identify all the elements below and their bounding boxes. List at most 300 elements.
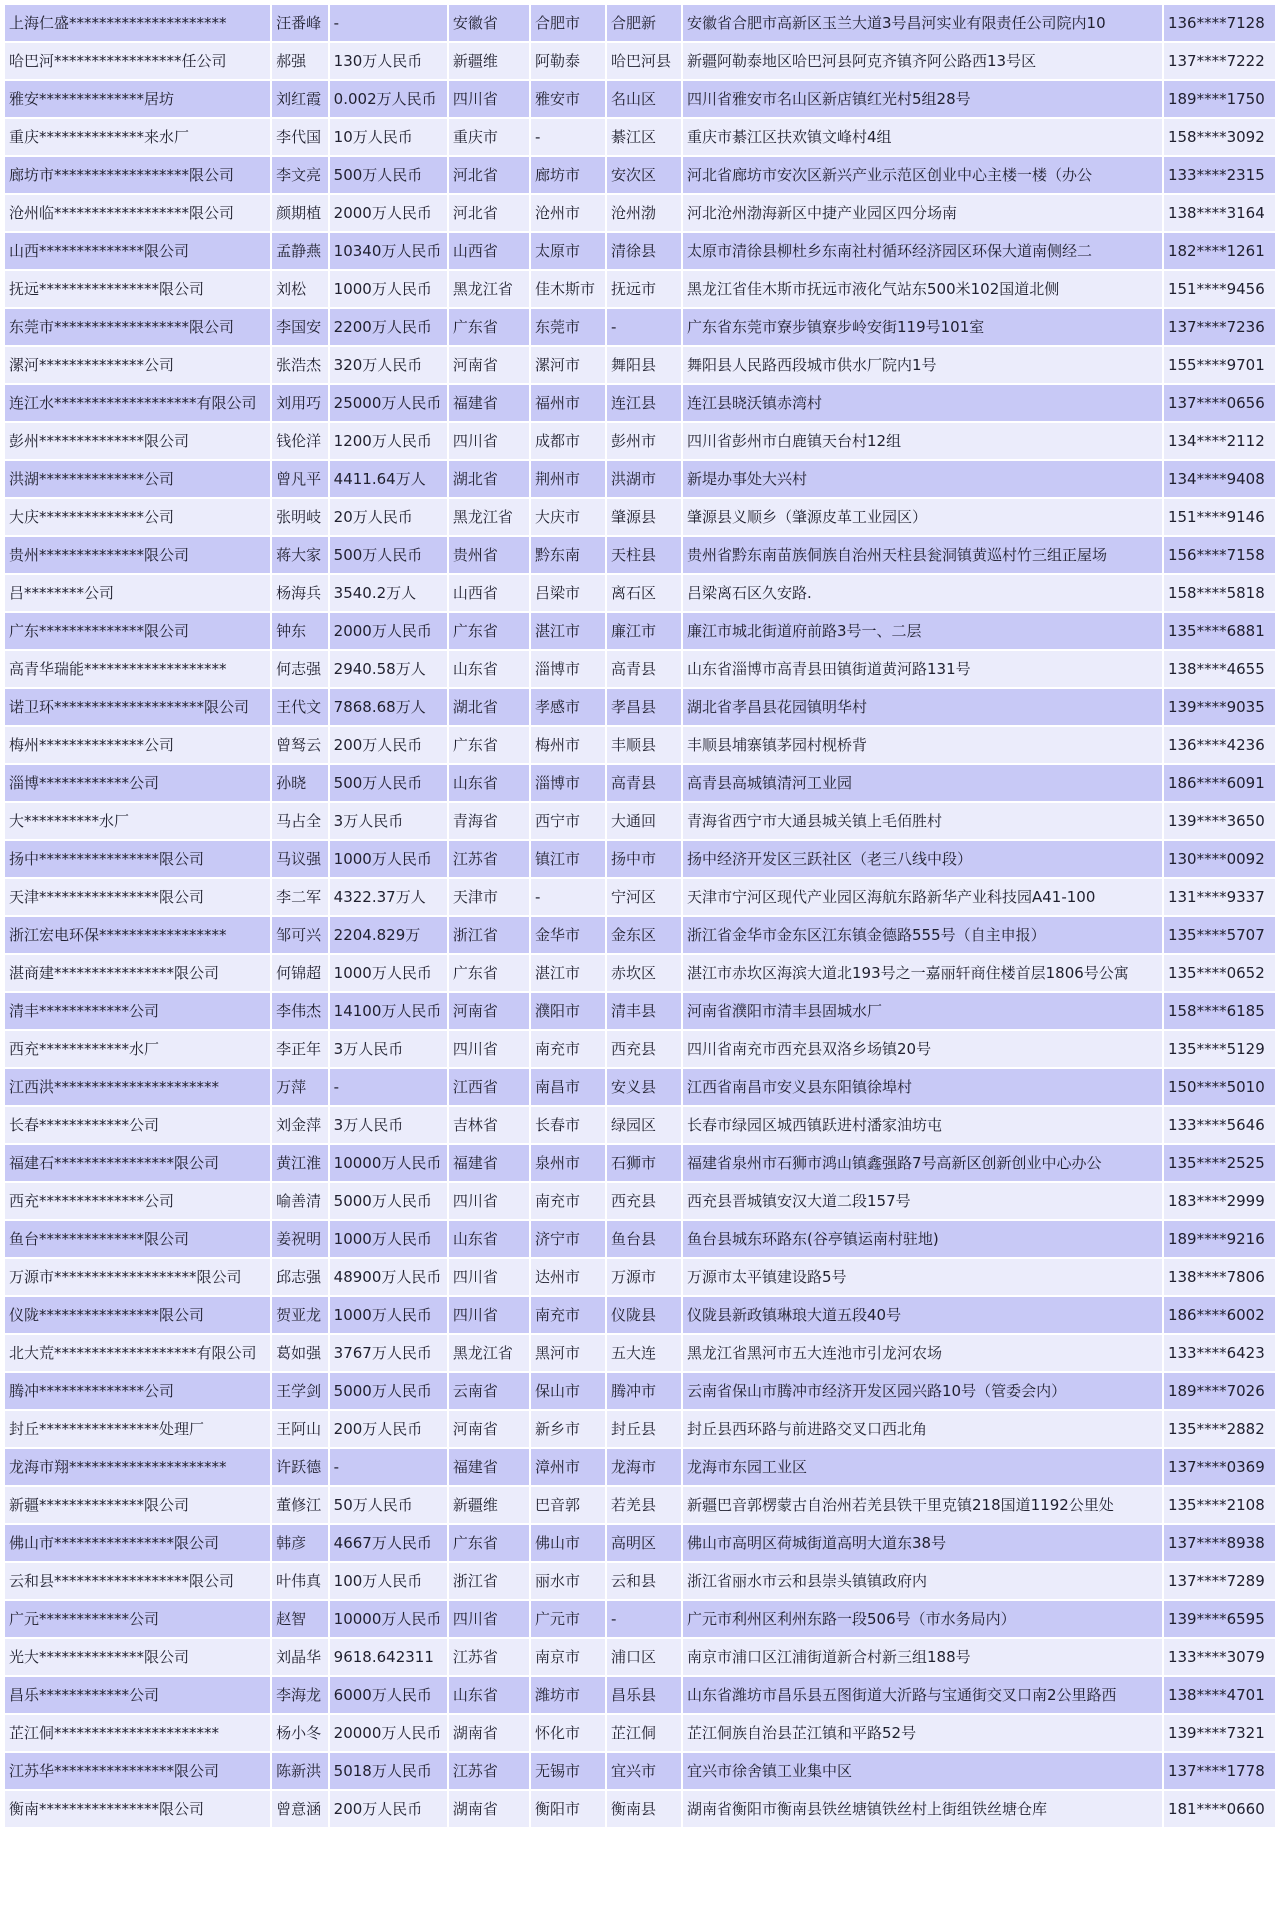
province-cell: 四川省: [449, 1297, 529, 1333]
address-cell: 廉江市城北街道府前路3号一、二层: [683, 613, 1162, 649]
phone-cell: 134****2112: [1164, 423, 1275, 459]
capital-cell: 0.002万人民币: [330, 81, 447, 117]
table-row: [5, 993, 1275, 1029]
address-cell: 浙江省丽水市云和县崇头镇镇政府内: [683, 1563, 1162, 1599]
company-cell: 衡南****************限公司: [5, 1791, 270, 1827]
phone-cell: 138****3164: [1164, 195, 1275, 231]
capital-cell: 4667万人民币: [330, 1525, 447, 1561]
city-cell: 无锡市: [531, 1753, 605, 1789]
province-cell: 河南省: [449, 347, 529, 383]
address-cell: 四川省彭州市白鹿镇天台村12组: [683, 423, 1162, 459]
province-cell: 河北省: [449, 157, 529, 193]
person-cell: 孟静燕: [272, 233, 328, 269]
city-cell: 保山市: [531, 1373, 605, 1409]
province-cell: 四川省: [449, 1183, 529, 1219]
city-cell: 大庆市: [531, 499, 605, 535]
phone-cell: 137****1778: [1164, 1753, 1275, 1789]
province-cell: 黑龙江省: [449, 499, 529, 535]
district-cell: 扬中市: [607, 841, 681, 877]
phone-cell: 186****6002: [1164, 1297, 1275, 1333]
person-cell: 李代国: [272, 119, 328, 155]
person-cell: 曾凡平: [272, 461, 328, 497]
phone-cell: 135****5707: [1164, 917, 1275, 953]
phone-cell: 139****6595: [1164, 1601, 1275, 1637]
person-cell: 张浩杰: [272, 347, 328, 383]
province-cell: 福建省: [449, 1449, 529, 1485]
person-cell: 马占全: [272, 803, 328, 839]
capital-cell: 10000万人民币: [330, 1145, 447, 1181]
capital-cell: 4411.64万人: [330, 461, 447, 497]
company-cell: 吕********公司: [5, 575, 270, 611]
district-cell: 石狮市: [607, 1145, 681, 1181]
district-cell: 清徐县: [607, 233, 681, 269]
phone-cell: 158****6185: [1164, 993, 1275, 1029]
person-cell: 李国安: [272, 309, 328, 345]
city-cell: 佳木斯市: [531, 271, 605, 307]
phone-cell: 183****2999: [1164, 1183, 1275, 1219]
province-cell: 四川省: [449, 423, 529, 459]
company-cell: 山西**************限公司: [5, 233, 270, 269]
table-row: [5, 119, 1275, 155]
district-cell: 西充县: [607, 1031, 681, 1067]
phone-cell: 151****9146: [1164, 499, 1275, 535]
person-cell: 黄江淮: [272, 1145, 328, 1181]
person-cell: 刘金萍: [272, 1107, 328, 1143]
capital-cell: 3767万人民币: [330, 1335, 447, 1371]
person-cell: 郝强: [272, 43, 328, 79]
district-cell: 安次区: [607, 157, 681, 193]
province-cell: 山东省: [449, 651, 529, 687]
capital-cell: 14100万人民币: [330, 993, 447, 1029]
capital-cell: 2200万人民币: [330, 309, 447, 345]
table-row: [5, 537, 1275, 573]
table-row: [5, 43, 1275, 79]
company-cell: 梅州**************公司: [5, 727, 270, 763]
city-cell: 东莞市: [531, 309, 605, 345]
phone-cell: 135****6881: [1164, 613, 1275, 649]
capital-cell: 2204.829万: [330, 917, 447, 953]
table-row: [5, 385, 1275, 421]
city-cell: 淄博市: [531, 765, 605, 801]
province-cell: 四川省: [449, 1601, 529, 1637]
province-cell: 新疆维: [449, 43, 529, 79]
district-cell: 衡南县: [607, 1791, 681, 1827]
phone-cell: 189****7026: [1164, 1373, 1275, 1409]
phone-cell: 138****4655: [1164, 651, 1275, 687]
table-body: [5, 5, 1275, 1827]
district-cell: 宁河区: [607, 879, 681, 915]
company-cell: 洪湖**************公司: [5, 461, 270, 497]
phone-cell: 134****9408: [1164, 461, 1275, 497]
person-cell: 杨小冬: [272, 1715, 328, 1751]
capital-cell: 130万人民币: [330, 43, 447, 79]
address-cell: 新堤办事处大兴村: [683, 461, 1162, 497]
company-cell: 哈巴河*****************任公司: [5, 43, 270, 79]
capital-cell: 6000万人民币: [330, 1677, 447, 1713]
phone-cell: 158****5818: [1164, 575, 1275, 611]
address-cell: 青海省西宁市大通县城关镇上毛佰胜村: [683, 803, 1162, 839]
province-cell: 广东省: [449, 955, 529, 991]
table-row: [5, 233, 1275, 269]
company-cell: 长春************公司: [5, 1107, 270, 1143]
city-cell: 廊坊市: [531, 157, 605, 193]
person-cell: 赵智: [272, 1601, 328, 1637]
capital-cell: 10000万人民币: [330, 1601, 447, 1637]
table-row: [5, 1753, 1275, 1789]
person-cell: 王阿山: [272, 1411, 328, 1447]
district-cell: 高青县: [607, 651, 681, 687]
person-cell: 王代文: [272, 689, 328, 725]
table-row: [5, 1639, 1275, 1675]
province-cell: 江西省: [449, 1069, 529, 1105]
district-cell: 丰顺县: [607, 727, 681, 763]
person-cell: 曾意涵: [272, 1791, 328, 1827]
company-cell: 广元************公司: [5, 1601, 270, 1637]
person-cell: 邱志强: [272, 1259, 328, 1295]
address-cell: 丰顺县埔寨镇茅园村枧桥背: [683, 727, 1162, 763]
phone-cell: 133****2315: [1164, 157, 1275, 193]
address-cell: 连江县晓沃镇赤湾村: [683, 385, 1162, 421]
capital-cell: 2000万人民币: [330, 613, 447, 649]
table-row: [5, 955, 1275, 991]
person-cell: 王学剑: [272, 1373, 328, 1409]
province-cell: 山西省: [449, 575, 529, 611]
district-cell: 芷江侗: [607, 1715, 681, 1751]
address-cell: 山东省潍坊市昌乐县五图街道大沂路与宝通街交叉口南2公里路西: [683, 1677, 1162, 1713]
phone-cell: 137****7236: [1164, 309, 1275, 345]
person-cell: 颜期植: [272, 195, 328, 231]
person-cell: 刘晶华: [272, 1639, 328, 1675]
district-cell: 万源市: [607, 1259, 681, 1295]
table-row: [5, 1677, 1275, 1713]
company-cell: 光大**************限公司: [5, 1639, 270, 1675]
capital-cell: 20000万人民币: [330, 1715, 447, 1751]
capital-cell: 2940.58万人: [330, 651, 447, 687]
company-cell: 江苏华****************限公司: [5, 1753, 270, 1789]
city-cell: 濮阳市: [531, 993, 605, 1029]
address-cell: 河北省廊坊市安次区新兴产业示范区创业中心主楼一楼（办公: [683, 157, 1162, 193]
phone-cell: 135****5129: [1164, 1031, 1275, 1067]
city-cell: 南昌市: [531, 1069, 605, 1105]
city-cell: 漳州市: [531, 1449, 605, 1485]
person-cell: 李二军: [272, 879, 328, 915]
district-cell: 名山区: [607, 81, 681, 117]
company-cell: 万源市*******************限公司: [5, 1259, 270, 1295]
phone-cell: 137****0656: [1164, 385, 1275, 421]
province-cell: 江苏省: [449, 1753, 529, 1789]
person-cell: 钟东: [272, 613, 328, 649]
capital-cell: 1000万人民币: [330, 955, 447, 991]
company-cell: 沧州临******************限公司: [5, 195, 270, 231]
company-cell: 东莞市******************限公司: [5, 309, 270, 345]
table-row: [5, 1373, 1275, 1409]
phone-cell: 131****9337: [1164, 879, 1275, 915]
company-cell: 鱼台**************限公司: [5, 1221, 270, 1257]
capital-cell: 3万人民币: [330, 1107, 447, 1143]
district-cell: 天柱县: [607, 537, 681, 573]
capital-cell: 1000万人民币: [330, 1221, 447, 1257]
address-cell: 鱼台县城东环路东(谷亭镇运南村驻地): [683, 1221, 1162, 1257]
person-cell: 喻善清: [272, 1183, 328, 1219]
address-cell: 福建省泉州市石狮市鸿山镇鑫强路7号高新区创新创业中心办公: [683, 1145, 1162, 1181]
city-cell: 长春市: [531, 1107, 605, 1143]
company-cell: 福建石****************限公司: [5, 1145, 270, 1181]
address-cell: 四川省雅安市名山区新店镇红光村5组28号: [683, 81, 1162, 117]
phone-cell: 133****3079: [1164, 1639, 1275, 1675]
capital-cell: 200万人民币: [330, 1791, 447, 1827]
company-cell: 天津****************限公司: [5, 879, 270, 915]
city-cell: 雅安市: [531, 81, 605, 117]
table-row: [5, 575, 1275, 611]
table-row: [5, 689, 1275, 725]
company-cell: 昌乐************公司: [5, 1677, 270, 1713]
phone-cell: 137****7289: [1164, 1563, 1275, 1599]
company-cell: 漯河**************公司: [5, 347, 270, 383]
phone-cell: 139****7321: [1164, 1715, 1275, 1751]
table-row: [5, 765, 1275, 801]
person-cell: 李正年: [272, 1031, 328, 1067]
company-cell: 腾冲**************公司: [5, 1373, 270, 1409]
person-cell: 刘松: [272, 271, 328, 307]
district-cell: 西充县: [607, 1183, 681, 1219]
company-cell: 湛商建****************限公司: [5, 955, 270, 991]
phone-cell: 189****1750: [1164, 81, 1275, 117]
address-cell: 河南省濮阳市清丰县固城水厂: [683, 993, 1162, 1029]
capital-cell: 3万人民币: [330, 1031, 447, 1067]
province-cell: 四川省: [449, 81, 529, 117]
table-row: [5, 879, 1275, 915]
person-cell: 叶伟真: [272, 1563, 328, 1599]
address-cell: 天津市宁河区现代产业园区海航东路新华产业科技园A41-100: [683, 879, 1162, 915]
table-row: [5, 1069, 1275, 1105]
capital-cell: -: [330, 1449, 447, 1485]
table-row: [5, 1601, 1275, 1637]
address-cell: 西充县晋城镇安汉大道二段157号: [683, 1183, 1162, 1219]
province-cell: 广东省: [449, 727, 529, 763]
table-row: [5, 1487, 1275, 1523]
district-cell: 哈巴河县: [607, 43, 681, 79]
address-cell: 浙江省金华市金东区江东镇金德路555号（自主申报）: [683, 917, 1162, 953]
province-cell: 吉林省: [449, 1107, 529, 1143]
city-cell: -: [531, 119, 605, 155]
city-cell: 太原市: [531, 233, 605, 269]
table-row: [5, 803, 1275, 839]
company-cell: 贵州**************限公司: [5, 537, 270, 573]
province-cell: 河南省: [449, 993, 529, 1029]
city-cell: 南充市: [531, 1183, 605, 1219]
address-cell: 长春市绿园区城西镇跃进村潘家油坊屯: [683, 1107, 1162, 1143]
city-cell: 巴音郭: [531, 1487, 605, 1523]
province-cell: 广东省: [449, 1525, 529, 1561]
table-row: [5, 347, 1275, 383]
phone-cell: 133****6423: [1164, 1335, 1275, 1371]
company-cell: 廊坊市******************限公司: [5, 157, 270, 193]
city-cell: 潍坊市: [531, 1677, 605, 1713]
phone-cell: 135****2882: [1164, 1411, 1275, 1447]
address-cell: 湖南省衡阳市衡南县铁丝塘镇铁丝村上街组铁丝塘仓库: [683, 1791, 1162, 1827]
company-cell: 雅安**************居坊: [5, 81, 270, 117]
address-cell: 芷江侗族自治县芷江镇和平路52号: [683, 1715, 1162, 1751]
company-cell: 清丰************公司: [5, 993, 270, 1029]
person-cell: 蒋大家: [272, 537, 328, 573]
city-cell: 成都市: [531, 423, 605, 459]
phone-cell: 151****9456: [1164, 271, 1275, 307]
person-cell: 杨海兵: [272, 575, 328, 611]
district-cell: 若羌县: [607, 1487, 681, 1523]
person-cell: 马议强: [272, 841, 328, 877]
province-cell: 新疆维: [449, 1487, 529, 1523]
province-cell: 黑龙江省: [449, 271, 529, 307]
phone-cell: 135****2108: [1164, 1487, 1275, 1523]
table-row: [5, 195, 1275, 231]
city-cell: 黔东南: [531, 537, 605, 573]
phone-cell: 133****5646: [1164, 1107, 1275, 1143]
company-cell: 西充**************公司: [5, 1183, 270, 1219]
province-cell: 湖北省: [449, 689, 529, 725]
address-cell: 黑龙江省佳木斯市抚远市液化气站东500米102国道北侧: [683, 271, 1162, 307]
city-cell: 合肥市: [531, 5, 605, 41]
person-cell: 曾驽云: [272, 727, 328, 763]
company-table: [3, 3, 1277, 1829]
district-cell: 高青县: [607, 765, 681, 801]
person-cell: 葛如强: [272, 1335, 328, 1371]
company-cell: 诺卫环********************限公司: [5, 689, 270, 725]
province-cell: 青海省: [449, 803, 529, 839]
address-cell: 高青县高城镇清河工业园: [683, 765, 1162, 801]
phone-cell: 135****2525: [1164, 1145, 1275, 1181]
phone-cell: 138****4701: [1164, 1677, 1275, 1713]
city-cell: 沧州市: [531, 195, 605, 231]
company-cell: 芷江侗**********************: [5, 1715, 270, 1751]
province-cell: 江苏省: [449, 1639, 529, 1675]
district-cell: 綦江区: [607, 119, 681, 155]
person-cell: 贺亚龙: [272, 1297, 328, 1333]
province-cell: 四川省: [449, 1031, 529, 1067]
table-row: [5, 651, 1275, 687]
person-cell: 姜祝明: [272, 1221, 328, 1257]
capital-cell: 1200万人民币: [330, 423, 447, 459]
company-cell: 淄博************公司: [5, 765, 270, 801]
phone-cell: 136****4236: [1164, 727, 1275, 763]
table-row: [5, 499, 1275, 535]
province-cell: 山西省: [449, 233, 529, 269]
capital-cell: 5000万人民币: [330, 1373, 447, 1409]
phone-cell: 130****0092: [1164, 841, 1275, 877]
person-cell: 万萍: [272, 1069, 328, 1105]
phone-cell: 186****6091: [1164, 765, 1275, 801]
capital-cell: 500万人民币: [330, 537, 447, 573]
city-cell: 西宁市: [531, 803, 605, 839]
person-cell: 李海龙: [272, 1677, 328, 1713]
company-cell: 仪陇****************限公司: [5, 1297, 270, 1333]
city-cell: 金华市: [531, 917, 605, 953]
company-cell: 连江水*******************有限公司: [5, 385, 270, 421]
table-row: [5, 1107, 1275, 1143]
company-cell: 大庆**************公司: [5, 499, 270, 535]
province-cell: 云南省: [449, 1373, 529, 1409]
district-cell: 腾冲市: [607, 1373, 681, 1409]
person-cell: 许跃德: [272, 1449, 328, 1485]
province-cell: 广东省: [449, 613, 529, 649]
table-row: [5, 1259, 1275, 1295]
address-cell: 万源市太平镇建设路5号: [683, 1259, 1162, 1295]
city-cell: 新乡市: [531, 1411, 605, 1447]
person-cell: 孙晓: [272, 765, 328, 801]
address-cell: 四川省南充市西充县双洛乡场镇20号: [683, 1031, 1162, 1067]
company-cell: 扬中****************限公司: [5, 841, 270, 877]
city-cell: 怀化市: [531, 1715, 605, 1751]
table-row: [5, 1525, 1275, 1561]
capital-cell: 10万人民币: [330, 119, 447, 155]
address-cell: 封丘县西环路与前进路交叉口西北角: [683, 1411, 1162, 1447]
province-cell: 重庆市: [449, 119, 529, 155]
capital-cell: 5018万人民币: [330, 1753, 447, 1789]
phone-cell: 150****5010: [1164, 1069, 1275, 1105]
company-cell: 佛山市****************限公司: [5, 1525, 270, 1561]
district-cell: 肇源县: [607, 499, 681, 535]
district-cell: 合肥新: [607, 5, 681, 41]
table-row: [5, 1411, 1275, 1447]
table-row: [5, 917, 1275, 953]
district-cell: 龙海市: [607, 1449, 681, 1485]
district-cell: 赤坎区: [607, 955, 681, 991]
district-cell: 离石区: [607, 575, 681, 611]
capital-cell: 320万人民币: [330, 347, 447, 383]
capital-cell: 5000万人民币: [330, 1183, 447, 1219]
table-row: [5, 1145, 1275, 1181]
district-cell: 彭州市: [607, 423, 681, 459]
capital-cell: 1000万人民币: [330, 1297, 447, 1333]
district-cell: 高明区: [607, 1525, 681, 1561]
table-row: [5, 423, 1275, 459]
capital-cell: 1000万人民币: [330, 271, 447, 307]
company-cell: 北大荒*******************有限公司: [5, 1335, 270, 1371]
district-cell: 昌乐县: [607, 1677, 681, 1713]
capital-cell: 20万人民币: [330, 499, 447, 535]
table-row: [5, 81, 1275, 117]
phone-cell: 136****7128: [1164, 5, 1275, 41]
company-cell: 封丘****************处理厂: [5, 1411, 270, 1447]
city-cell: 镇江市: [531, 841, 605, 877]
person-cell: 汪番峰: [272, 5, 328, 41]
capital-cell: 7868.68万人: [330, 689, 447, 725]
table-row: [5, 461, 1275, 497]
company-cell: 彭州**************限公司: [5, 423, 270, 459]
province-cell: 福建省: [449, 385, 529, 421]
address-cell: 龙海市东园工业区: [683, 1449, 1162, 1485]
city-cell: 孝感市: [531, 689, 605, 725]
address-cell: 佛山市高明区荷城街道高明大道东38号: [683, 1525, 1162, 1561]
table-row: [5, 841, 1275, 877]
district-cell: 金东区: [607, 917, 681, 953]
address-cell: 安徽省合肥市高新区玉兰大道3号昌河实业有限责任公司院内10: [683, 5, 1162, 41]
phone-cell: 138****7806: [1164, 1259, 1275, 1295]
company-cell: 龙海市翔*********************: [5, 1449, 270, 1485]
table-row: [5, 271, 1275, 307]
district-cell: 宜兴市: [607, 1753, 681, 1789]
city-cell: 吕梁市: [531, 575, 605, 611]
person-cell: 李文亮: [272, 157, 328, 193]
address-cell: 舞阳县人民路西段城市供水厂院内1号: [683, 347, 1162, 383]
province-cell: 山东省: [449, 1677, 529, 1713]
city-cell: 湛江市: [531, 613, 605, 649]
phone-cell: 139****9035: [1164, 689, 1275, 725]
address-cell: 广元市利州区利州东路一段506号（市水务局内）: [683, 1601, 1162, 1637]
address-cell: 贵州省黔东南苗族侗族自治州天柱县瓮洞镇黄巡村竹三组正屋场: [683, 537, 1162, 573]
company-cell: 抚远****************限公司: [5, 271, 270, 307]
province-cell: 天津市: [449, 879, 529, 915]
province-cell: 湖南省: [449, 1715, 529, 1751]
